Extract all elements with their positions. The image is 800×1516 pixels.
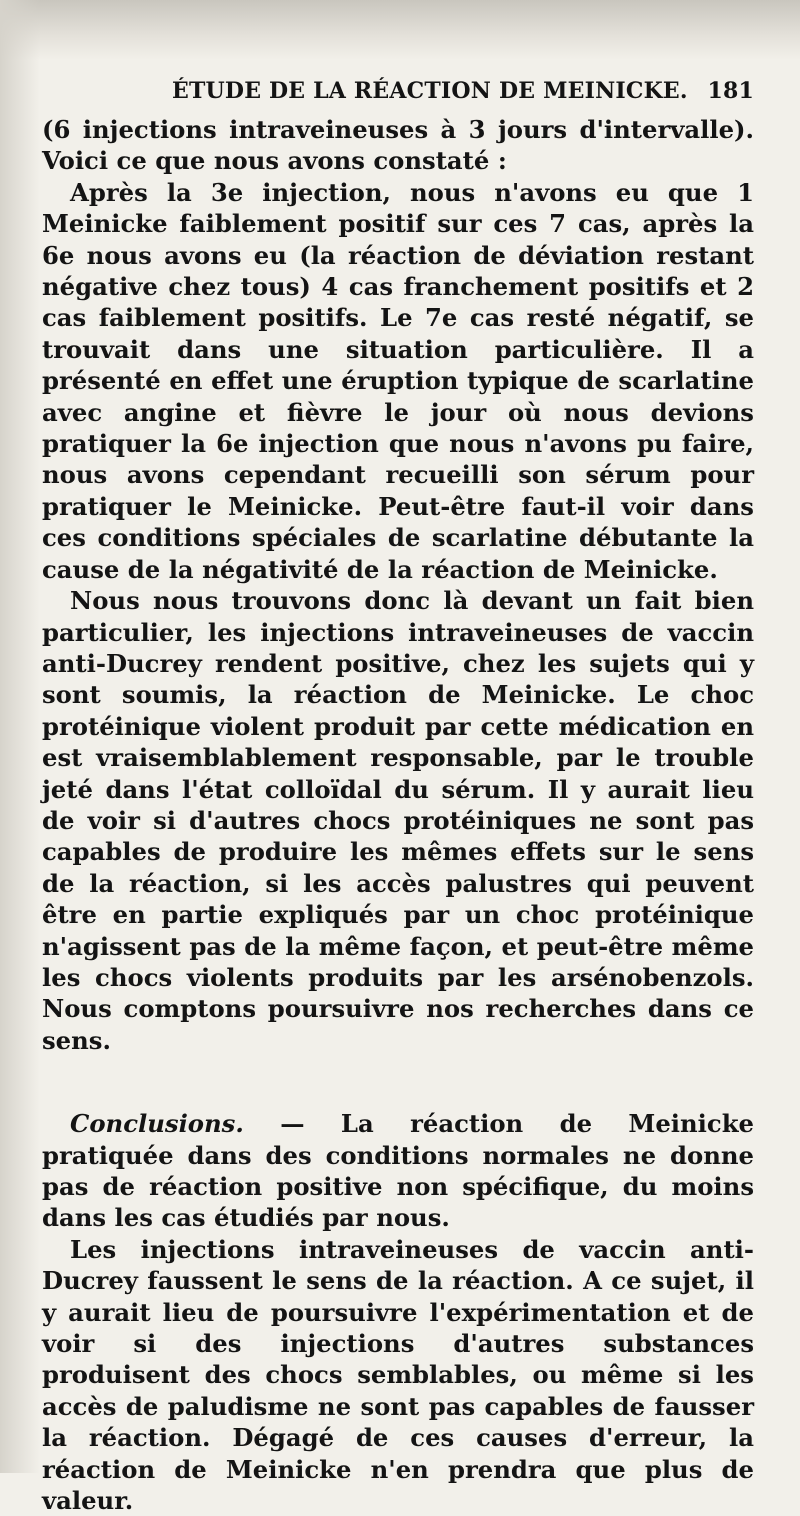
conclusions-paragraph: [42, 1108, 754, 1234]
paragraph-1: (6 injections intraveineuses à 3 jours d'intervalle). Voici ce que nous avons constaté :: [42, 115, 754, 176]
scan-shadow-top: [0, 0, 800, 60]
scan-shadow-left: [0, 0, 40, 1473]
final-paragraph: Les injections intraveineuses de vaccin anti-Ducrey faussent le sens de la réaction. A ce sujet, il y aurait lieu de poursuivre l'expérimentation et de voir si des injections d'autres substances produisent des chocs semblables, ou même si les accès de paludisme ne sont pas capables de fausser la réaction. Dégagé de ces causes d'erreur, la réaction de Meinicke n'en prendra que plus de valeur.: [42, 1234, 754, 1516]
paragraph-3: Nous nous trouvons donc là devant un fait bien particulier, les injections intraveineuses de vaccin anti-Ducrey rendent positive, chez les sujets qui y sont soumis, la réaction de Meinicke. Le choc protéinique violent produit par cette médication en est vraisemblablement responsable, par le trouble jeté dans l'état colloïdal du sérum. Il y aurait lieu de voir si d'autres chocs protéiniques ne sont pas capables de produire les mêmes effets sur le sens de la réaction, si les accès palustres qui peuvent être en partie expliqués par un choc protéinique n'agissent pas de la même façon, et peut-être même les chocs violents produits par les arsénobenzols. Nous comptons poursuivre nos recherches dans ce sens.: [42, 586, 754, 1055]
body-text: [42, 114, 754, 1516]
paragraph-2: Après la 3e injection, nous n'avons eu que 1 Meinicke faiblement positif sur ces 7 cas, après la 6e nous avons eu (la réaction de déviation restant négative chez tous) 4 cas franchement positifs et 2 cas faiblement positifs. Le 7e cas resté négatif, se trouvait dans une situation particulière. Il a présenté en effet une éruption typique de scarlatine avec angine et fièvre le jour où nous devions pratiquer la 6e injection que nous n'avons pu faire, nous avons cependant recueilli son sérum pour pratiquer le Meinicke. Peut-être faut-il voir dans ces conditions spéciales de scarlatine débutante la cause de la négativité de la réaction de Meinicke.: [42, 177, 754, 584]
section-gap: [42, 1056, 754, 1108]
running-header: [42, 74, 754, 114]
conclusions-heading: Conclusions.: [70, 1109, 244, 1139]
page-number: 181: [707, 78, 754, 104]
running-title: ÉTUDE DE LA RÉACTION DE MEINICKE.: [172, 78, 688, 104]
book-page: [42, 74, 754, 1516]
conclusions-text: — La réaction de Meinicke pratiquée dans des conditions normales ne donne pas de réaction positive non spécifique, du moins dans les cas étudiés par nous.: [42, 1109, 754, 1233]
